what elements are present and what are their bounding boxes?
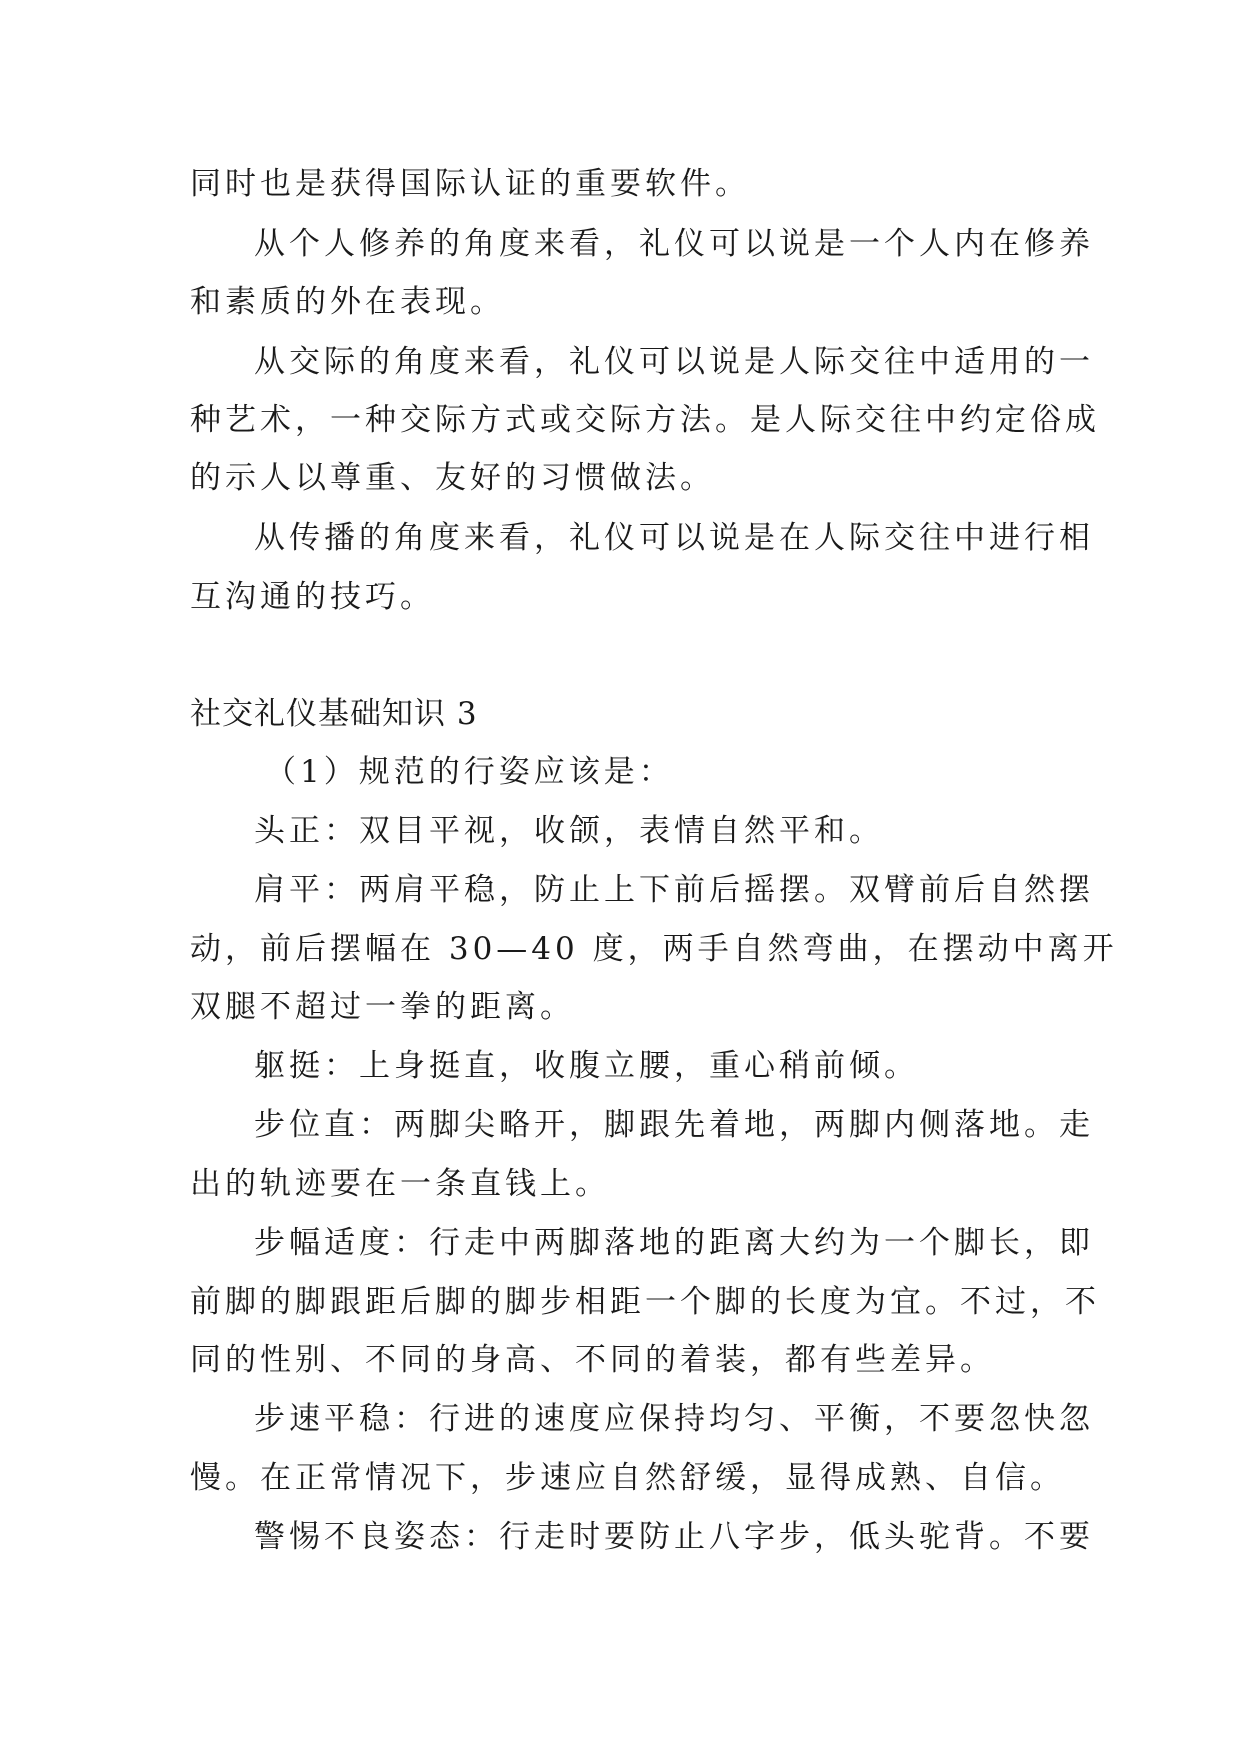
text-line: 步速平稳：行进的速度应保持均匀、平衡，不要忽快忽 (254, 1401, 1094, 1437)
text-line: 种艺术，一种交际方式或交际方法。是人际交往中约定俗成 (190, 402, 1100, 438)
text-line: 的示人以尊重、友好的习惯做法。 (190, 460, 715, 496)
text-line: 头正：双目平视，收颌，表情自然平和。 (254, 813, 884, 849)
text-line: （1）规范的行姿应该是： (265, 754, 674, 790)
text-line: 动，前后摆幅在 30—40 度，两手自然弯曲，在摆动中离开 (190, 931, 1118, 967)
text-line: 前脚的脚跟距后脚的脚步相距一个脚的长度为宜。不过，不 (190, 1284, 1100, 1320)
text-line: 同时也是获得国际认证的重要软件。 (190, 166, 750, 202)
text-line: 和素质的外在表现。 (190, 284, 505, 320)
text-line: 步幅适度：行走中两脚落地的距离大约为一个脚长，即 (254, 1225, 1094, 1261)
text-line: 同的性别、不同的身高、不同的着装，都有些差异。 (190, 1342, 995, 1378)
text-line: 双腿不超过一拳的距离。 (190, 989, 575, 1025)
section-heading: 社交礼仪基础知识 3 (190, 696, 478, 732)
text-line: 从个人修养的角度来看，礼仪可以说是一个人内在修养 (254, 226, 1094, 262)
text-line: 从传播的角度来看，礼仪可以说是在人际交往中进行相 (254, 520, 1094, 556)
text-line: 慢。在正常情况下，步速应自然舒缓，显得成熟、自信。 (190, 1460, 1065, 1496)
text-line: 肩平：两肩平稳，防止上下前后摇摆。双臂前后自然摆 (254, 872, 1094, 908)
text-line: 警惕不良姿态：行走时要防止八字步，低头驼背。不要 (254, 1519, 1094, 1555)
text-line: 步位直：两脚尖略开，脚跟先着地，两脚内侧落地。走 (254, 1107, 1094, 1143)
text-line: 从交际的角度来看，礼仪可以说是人际交往中适用的一 (254, 344, 1094, 380)
text-line: 躯挺：上身挺直，收腹立腰，重心稍前倾。 (254, 1048, 919, 1084)
text-line: 出的轨迹要在一条直钱上。 (190, 1166, 610, 1202)
text-line: 互沟通的技巧。 (190, 579, 435, 615)
